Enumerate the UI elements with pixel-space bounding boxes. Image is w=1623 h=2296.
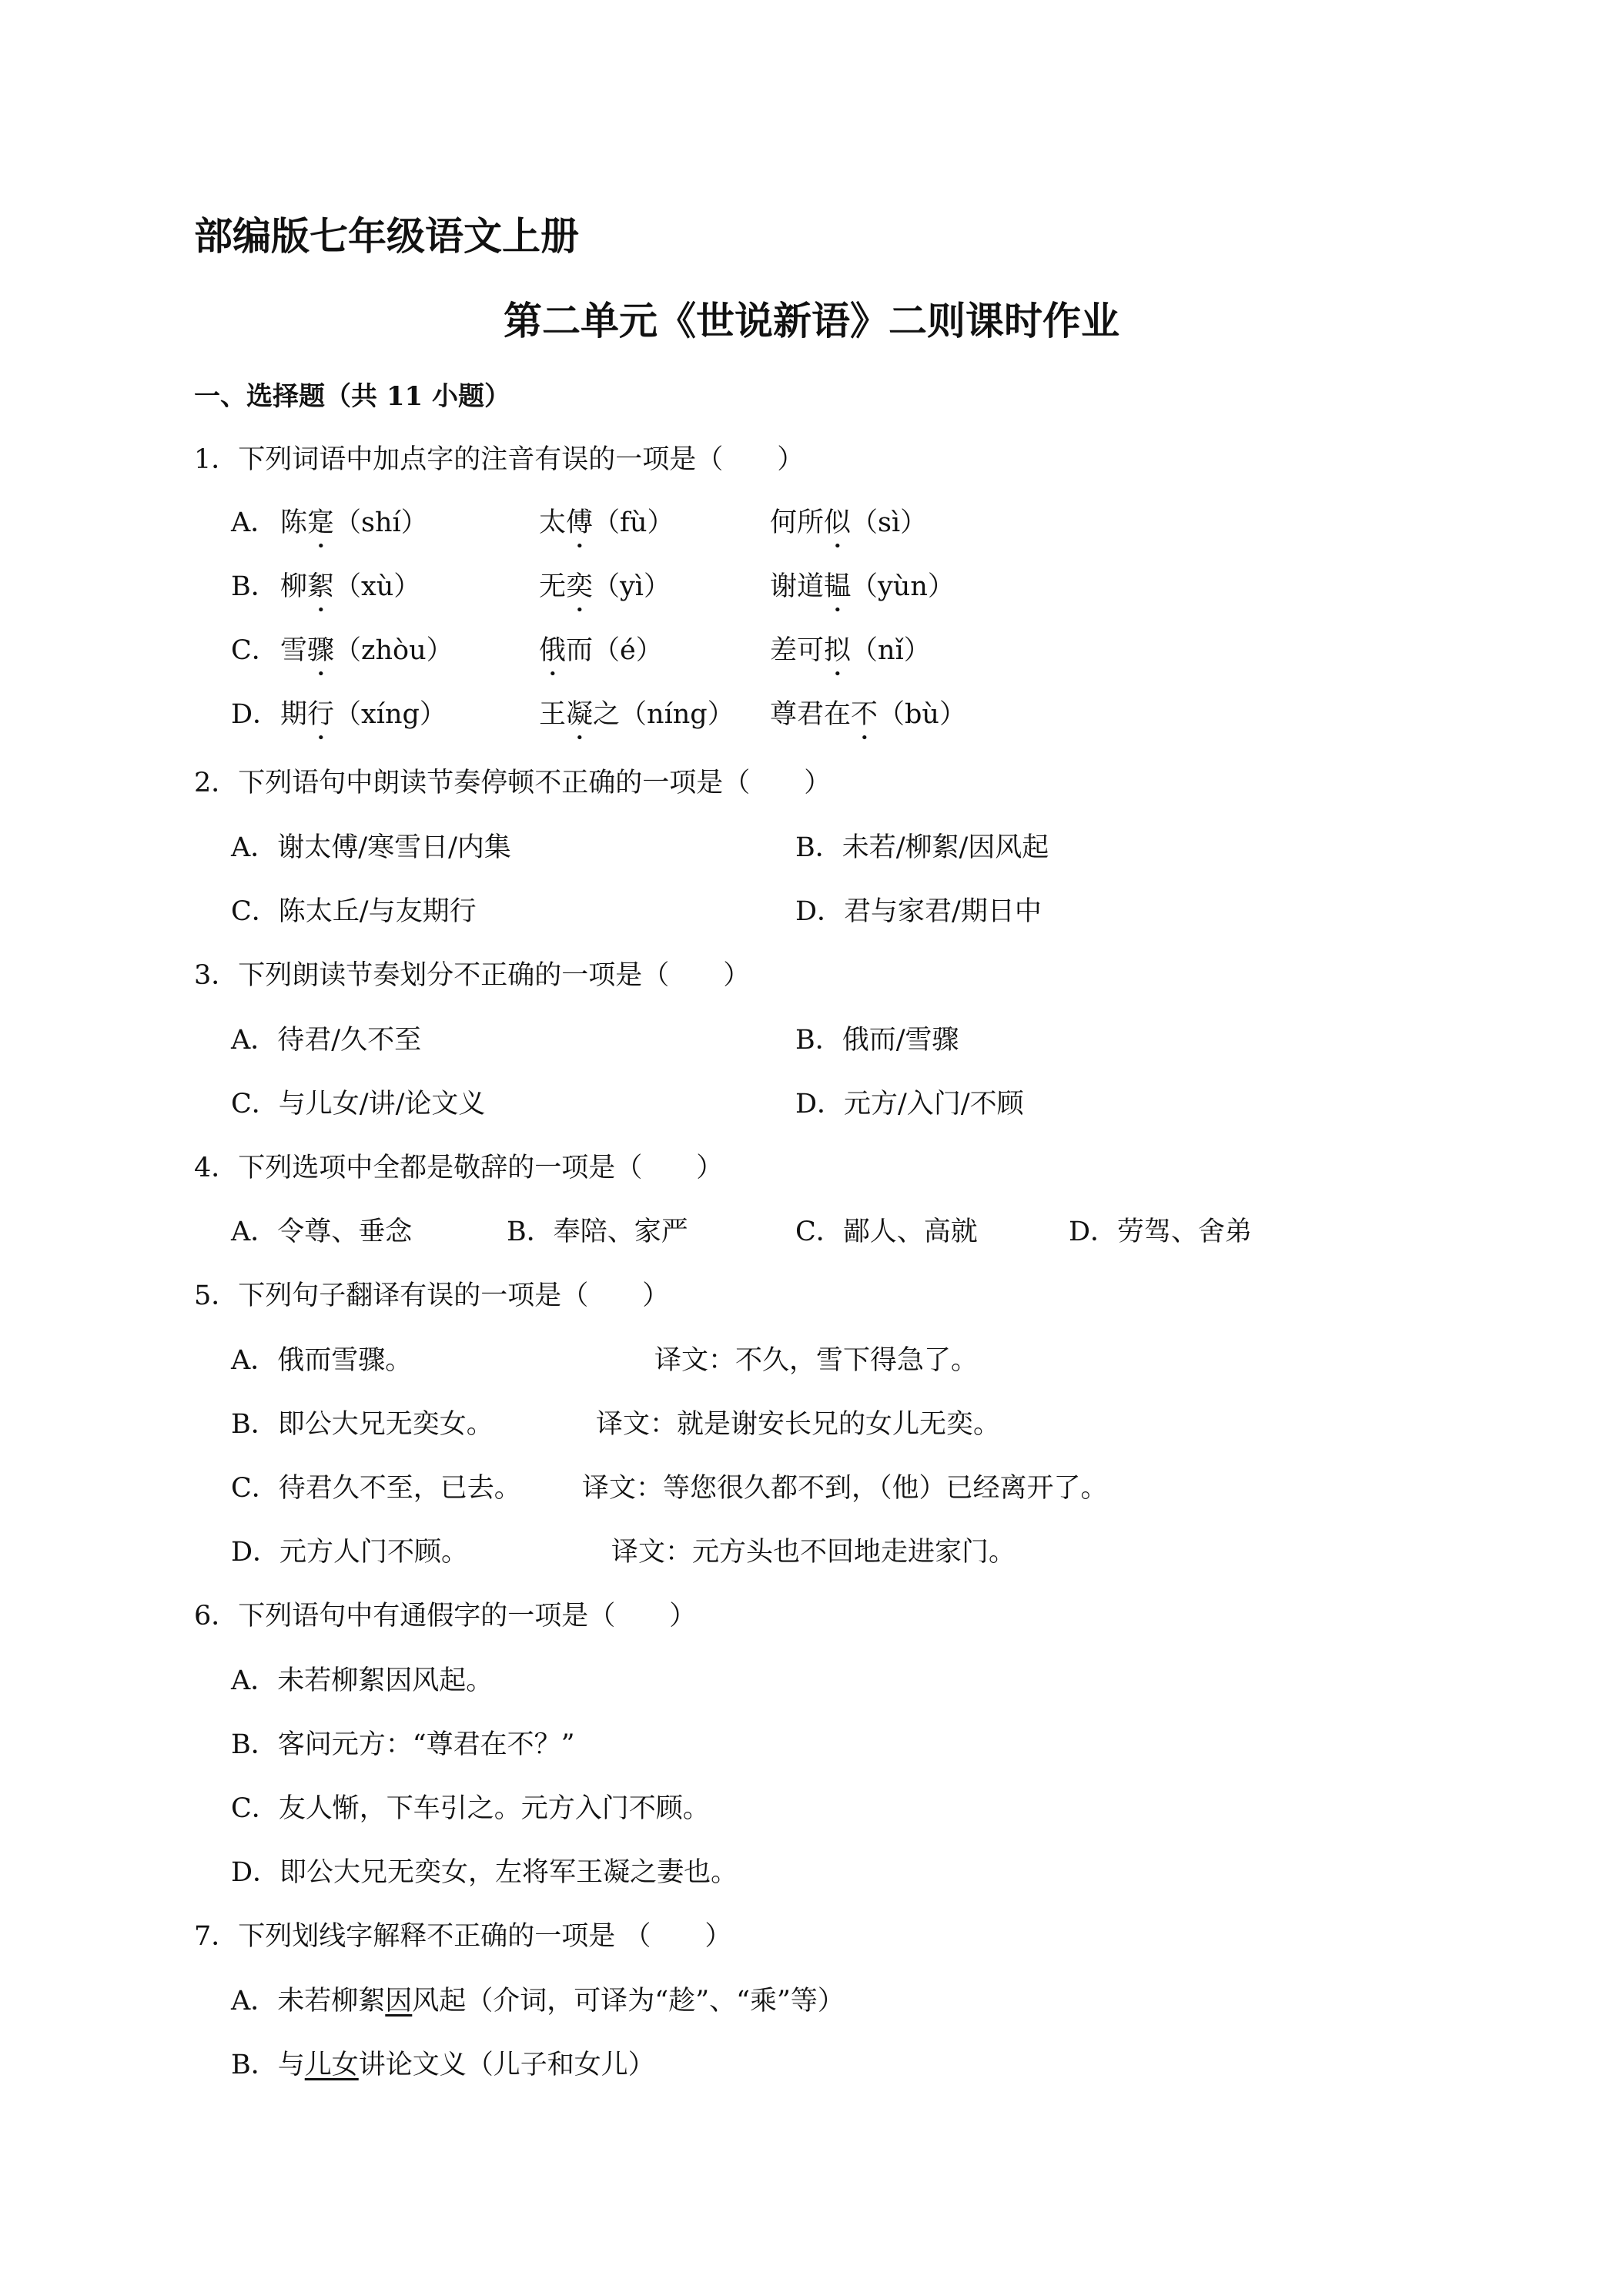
question-5-stem: 5．下列句子翻译有误的一项是（ ） xyxy=(194,1280,670,1311)
q6-option-b: B．客问元方：“尊君在不？” xyxy=(231,1729,575,1760)
q2-option-b: B．未若/柳絮/因风起 xyxy=(795,832,1049,863)
document-subtitle: 第二单元《世说新语》二则课时作业 xyxy=(504,298,1119,343)
q1-option-c-word-3: 差可拟（nǐ） xyxy=(770,635,931,666)
question-2-stem: 2．下列语句中朗读节奏停顿不正确的一项是（ ） xyxy=(194,768,832,798)
q6-option-d: D．即公大兄无奕女，左将军王凝之妻也。 xyxy=(231,1857,738,1888)
document-title: 部编版七年级语文上册 xyxy=(194,213,579,259)
q1-option-b-word-2: 无奕（yì） xyxy=(539,571,671,602)
question-7-stem: 7．下列划线字解释不正确的一项是 （ ） xyxy=(194,1921,732,1952)
q1-option-c-word-1: 雪骤（zhòu） xyxy=(280,635,453,666)
q1-option-d-word-3: 尊君在不（bù） xyxy=(770,699,966,730)
question-3-stem: 3．下列朗读节奏划分不正确的一项是（ ） xyxy=(194,960,751,991)
q5-option-b-sentence: B．即公大兄无奕女。 xyxy=(231,1409,494,1440)
q1-option-a-word-2: 太傅（fù） xyxy=(539,507,674,538)
question-4-stem: 4．下列选项中全都是敬辞的一项是（ ） xyxy=(194,1153,724,1183)
q3-option-d: D．元方/入门/不顾 xyxy=(795,1089,1024,1120)
q7-option-b: B．与儿女讲论文义（儿子和女儿） xyxy=(231,2050,655,2080)
q1-option-c-label: C． xyxy=(231,635,279,666)
q1-option-d-label: D． xyxy=(231,699,280,730)
q4-option-a: A．令尊、垂念 xyxy=(231,1217,413,1247)
q7-option-a: A．未若柳絮因风起（介词，可译为“趁”、“乘”等） xyxy=(231,1986,845,2017)
q2-option-a: A．谢太傅/寒雪日/内集 xyxy=(231,832,511,863)
section-heading: 一、选择题（共 11 小题） xyxy=(194,381,510,412)
question-6-stem: 6．下列语句中有通假字的一项是（ ） xyxy=(194,1601,697,1632)
q5-option-d-translation: 译文：元方头也不回地走进家门。 xyxy=(611,1537,1016,1568)
q1-option-b-label: B． xyxy=(231,571,278,602)
q3-option-b: B．俄而/雪骤 xyxy=(795,1025,959,1056)
q1-option-b-word-1: 柳絮（xù） xyxy=(280,571,421,602)
q5-option-d-sentence: D．元方人门不顾。 xyxy=(231,1537,469,1568)
q4-option-b: B．奉陪、家严 xyxy=(507,1217,688,1247)
q1-option-a-word-3: 何所似（sì） xyxy=(770,507,928,538)
q2-option-d: D．君与家君/期日中 xyxy=(795,896,1042,927)
q7-option-a-underlined: 因 xyxy=(385,1986,413,2017)
q3-option-c: C．与儿女/讲/论文义 xyxy=(231,1089,486,1120)
q5-option-c-sentence: C．待君久不至，已去。 xyxy=(231,1473,521,1504)
question-1-stem: 1．下列词语中加点字的注音有误的一项是（ ） xyxy=(194,444,805,475)
q7-option-b-underlined: 儿女 xyxy=(304,2050,359,2080)
q2-option-c: C．陈太丘/与友期行 xyxy=(231,896,477,927)
q1-option-d-word-1: 期行（xíng） xyxy=(280,699,447,730)
q5-option-a-translation: 译文：不久，雪下得急了。 xyxy=(654,1345,979,1376)
q1-option-a-label: A． xyxy=(231,507,278,538)
q1-option-d-word-2: 王凝之（níng） xyxy=(539,699,735,730)
q6-option-a: A．未若柳絮因风起。 xyxy=(231,1665,494,1696)
q4-option-d: D．劳驾、舍弟 xyxy=(1069,1217,1253,1247)
q5-option-a-sentence: A．俄而雪骤。 xyxy=(231,1345,413,1376)
q5-option-c-translation: 译文：等您很久都不到，（他）已经离开了。 xyxy=(582,1473,1108,1504)
q1-option-a-word-1: 陈寔（shí） xyxy=(280,507,428,538)
q3-option-a: A．待君/久不至 xyxy=(231,1025,422,1056)
q1-option-b-word-3: 谢道韫（yùn） xyxy=(770,571,955,602)
q4-option-c: C．鄙人、高就 xyxy=(795,1217,978,1247)
q1-option-c-word-2: 俄而（é） xyxy=(539,635,663,666)
q5-option-b-translation: 译文：就是谢安长兄的女儿无奕。 xyxy=(596,1409,1001,1440)
q6-option-c: C．友人惭，下车引之。元方入门不顾。 xyxy=(231,1793,710,1824)
